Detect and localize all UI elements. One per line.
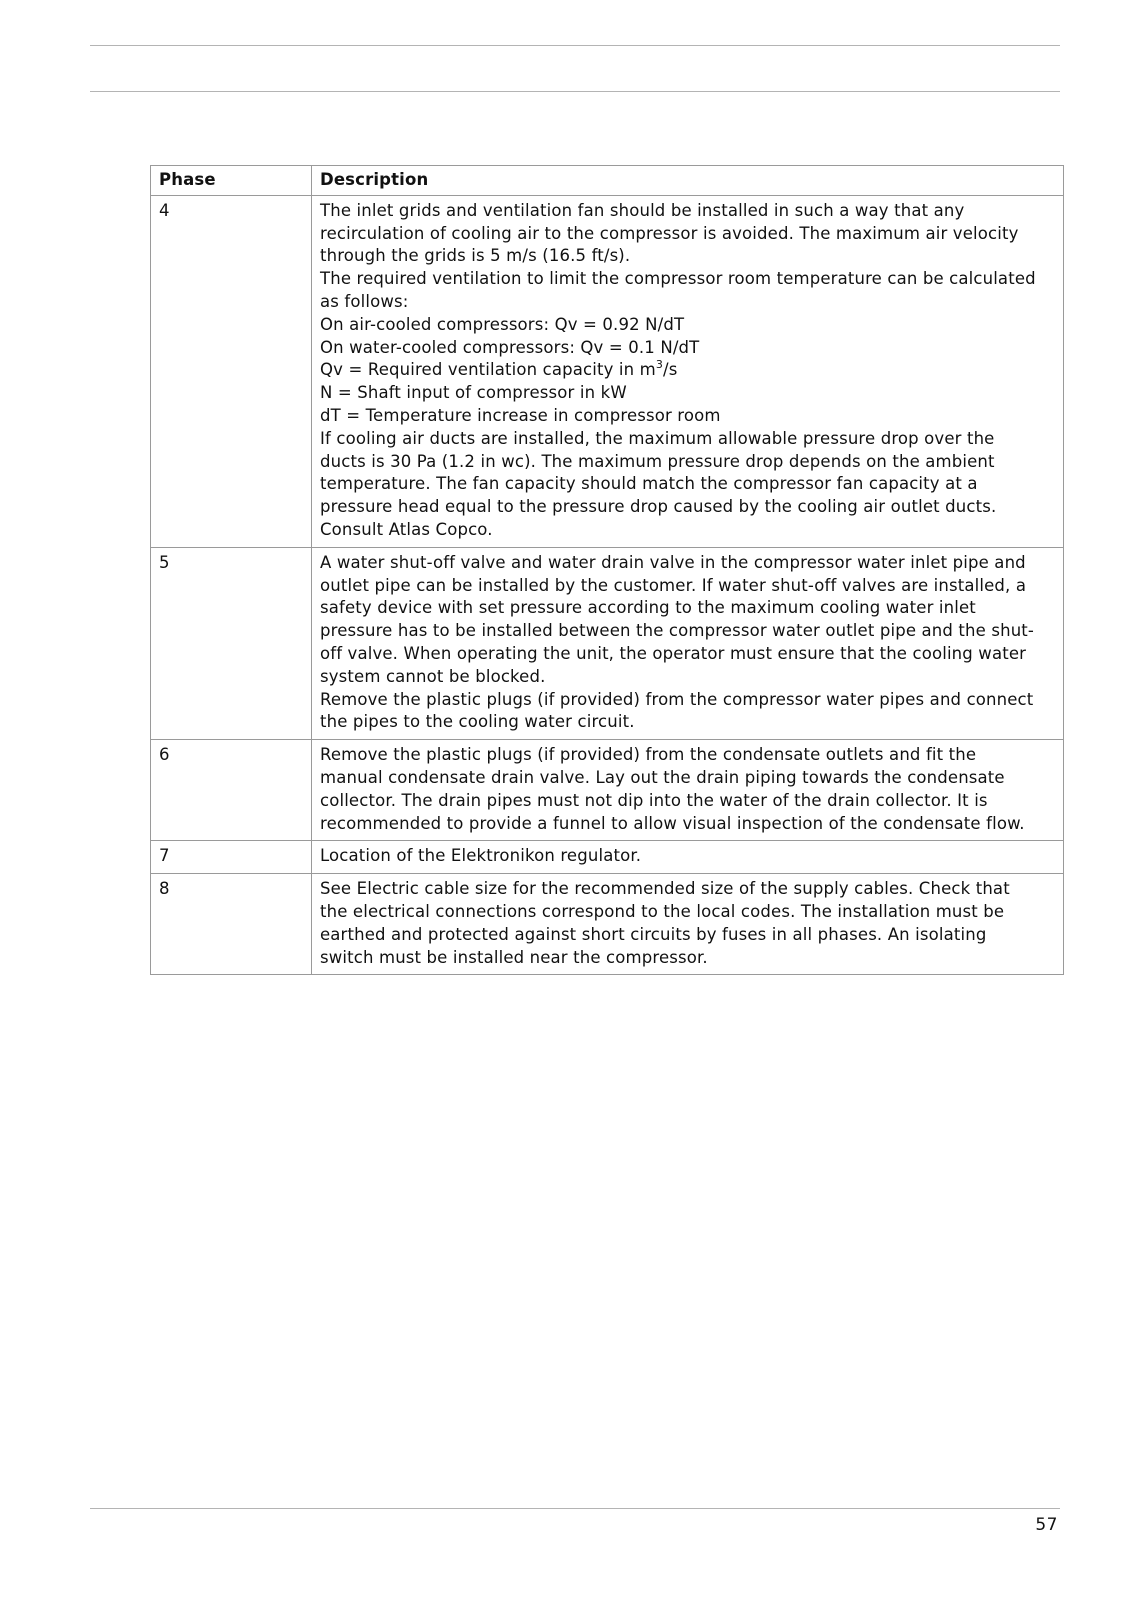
phase-cell: 5	[151, 547, 312, 739]
description-line: switch must be installed near the compressor.	[320, 947, 708, 967]
description-line: pressure head equal to the pressure drop caused by the cooling air outlet ducts.	[320, 497, 997, 517]
description-cell	[312, 195, 1064, 547]
description-line: as follows:	[320, 291, 409, 311]
description-line: If cooling air ducts are installed, the maximum allowable pressure drop over the	[320, 428, 995, 448]
description-line: collector. The drain pipes must not dip into the water of the drain collector. It is	[320, 790, 988, 810]
description-line: Consult Atlas Copco.	[320, 519, 493, 539]
phase-column-header: Phase	[151, 166, 312, 196]
cubic-superscript: 3	[655, 358, 663, 372]
description-line: Remove the plastic plugs (if provided) from the condensate outlets and fit the	[320, 745, 977, 765]
header-rule-bottom	[90, 91, 1060, 92]
phase-cell: 6	[151, 740, 312, 841]
phase-cell: 4	[151, 195, 312, 547]
footer-rule	[90, 1508, 1060, 1509]
formula-line: On air-cooled compressors: Qv = 0.92 N/dT	[320, 314, 685, 334]
description-line: recommended to provide a funnel to allow visual inspection of the condensate flow.	[320, 813, 1025, 833]
description-line: the pipes to the cooling water circuit.	[320, 712, 635, 732]
description-line: Location of the Elektronikon regulator.	[320, 846, 642, 866]
table-row	[151, 740, 1064, 841]
table-row	[151, 195, 1064, 547]
description-line: N = Shaft input of compressor in kW	[320, 383, 627, 403]
capacity-definition-line	[320, 359, 1057, 382]
table-row	[151, 874, 1064, 975]
description-line: the electrical connections correspond to the local codes. The installation must be	[320, 901, 1005, 921]
description-line: Remove the plastic plugs (if provided) from the compressor water pipes and connect	[320, 689, 1034, 709]
description-cell	[312, 874, 1064, 975]
description-line: temperature. The fan capacity should match the compressor fan capacity at a	[320, 474, 978, 494]
description-line: See Electric cable size for the recommended size of the supply cables. Check that	[320, 879, 1010, 899]
description-line: The inlet grids and ventilation fan should be installed in such a way that any	[320, 200, 965, 220]
description-line: outlet pipe can be installed by the customer. If water shut-off valves are installed, a	[320, 575, 1027, 595]
page-number: 57	[1035, 1515, 1058, 1535]
description-cell	[312, 740, 1064, 841]
table-header-row	[151, 166, 1064, 196]
description-line: through the grids is 5 m/s (16.5 ft/s).	[320, 246, 631, 266]
description-line: dT = Temperature increase in compressor room	[320, 405, 721, 425]
phase-cell: 8	[151, 874, 312, 975]
description-line: earthed and protected against short circuits by fuses in all phases. An isolating	[320, 924, 987, 944]
description-cell	[312, 547, 1064, 739]
header-rule-top	[90, 45, 1060, 46]
description-line: recirculation of cooling air to the compressor is avoided. The maximum air velocity	[320, 223, 1019, 243]
table-row	[151, 547, 1064, 739]
description-line: ducts is 30 Pa (1.2 in wc). The maximum pressure drop depends on the ambient	[320, 451, 995, 471]
description-line: A water shut-off valve and water drain valve in the compressor water inlet pipe and	[320, 552, 1026, 572]
capacity-definition-text: Qv = Required ventilation capacity in m	[320, 360, 656, 380]
description-column-header: Description	[312, 166, 1064, 196]
description-cell	[312, 841, 1064, 874]
phase-cell: 7	[151, 841, 312, 874]
capacity-unit-suffix: /s	[663, 360, 678, 380]
formula-line: On water-cooled compressors: Qv = 0.1 N/dT	[320, 337, 700, 357]
installation-phase-table	[150, 165, 1064, 975]
description-line: manual condensate drain valve. Lay out the drain piping towards the condensate	[320, 767, 1005, 787]
description-line: system cannot be blocked.	[320, 666, 546, 686]
description-line: safety device with set pressure according to the maximum cooling water inlet	[320, 598, 976, 618]
table-row	[151, 841, 1064, 874]
description-line: pressure has to be installed between the compressor water outlet pipe and the shut-	[320, 621, 1035, 641]
description-line: The required ventilation to limit the compressor room temperature can be calculated	[320, 269, 1036, 289]
description-line: off valve. When operating the unit, the operator must ensure that the cooling water	[320, 643, 1027, 663]
